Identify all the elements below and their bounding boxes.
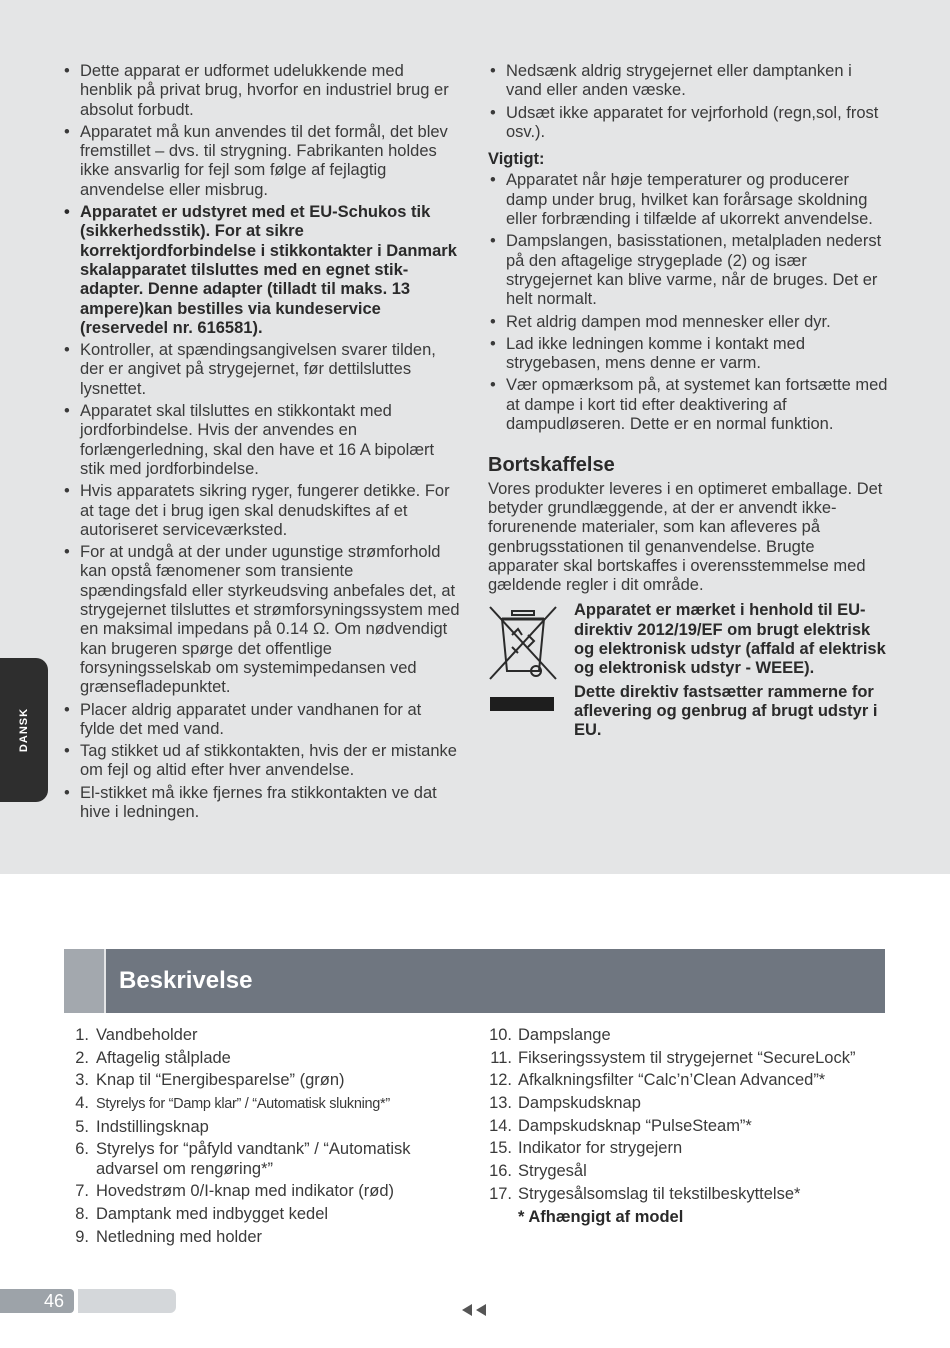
item-text: Knap til “Energibesparelse” (grøn): [96, 1071, 345, 1090]
list-item: • Dette apparat er udformet udelukkende med henblik på privat brug, hvorfor en industriel brug er absolut forbudt.: [62, 62, 460, 120]
item-number: 9.: [75, 1227, 89, 1246]
list-item: • Lad ikke ledningen komme i kontakt med strygebasen, mens denne er varm.: [488, 335, 888, 374]
safety-column-right: [488, 62, 888, 751]
list-item: [62, 1094, 462, 1114]
weee-text-framework: Dette direktiv fastsætter rammerne for aflevering og genbrug af brugt udstyr i EU.: [574, 682, 878, 740]
item-number: 14.: [489, 1116, 512, 1135]
item-number: 1.: [75, 1026, 89, 1044]
list-item: • Apparatet må kun anvendes til det formål, det blev fremstillet – dvs. til strygning. Fabrikanten holdes ikke ansvarlig for fejl som følge af fejlagtig anvendelse eller misbrug.: [62, 123, 460, 200]
item-number: 3.: [75, 1071, 89, 1090]
vigtigt-heading: Vigtigt:: [488, 150, 545, 169]
item-number: 11.: [490, 1048, 512, 1067]
crossed-bin-icon: [488, 605, 558, 713]
item-text: Styrelys for “Damp klar” / “Automatisk slukning*”: [96, 1096, 390, 1113]
safety-list-right: [488, 62, 888, 142]
list-item: • Ret aldrig dampen mod mennesker eller dyr.: [488, 313, 888, 332]
bortskaffelse-heading: Bortskaffelse: [488, 454, 615, 477]
weee-text: [574, 601, 890, 744]
item-text: Damptank med indbygget kedel: [96, 1205, 329, 1224]
list-item: [62, 1228, 462, 1247]
item-text: Dampslange: [518, 1026, 611, 1044]
item-number: 13.: [489, 1094, 512, 1113]
item-number: 7.: [75, 1182, 89, 1201]
list-item: • Apparatet er udstyret med et EU-Schukos tik (sikkerhedsstik). For at sikre korrektjordforbindelse i stikkontakter i Danmark skalapparatet tilsluttes med en egnet stik-adapter. Denne adapter (tilladt til maks. 13 ampere)kan bestilles via kundeservice (reservedel nr. 616581).: [62, 203, 460, 338]
model-footnote: * Afhængigt af model: [518, 1207, 684, 1226]
list-item: [486, 1185, 896, 1204]
item-text: Aftagelig stålplade: [96, 1048, 231, 1067]
list-item: • Dampslangen, basisstationen, metalpladen nederst på den aftagelige strygeplade (2) og især strygejernet kan blive varme, når de bruges. Det er helt normalt.: [488, 232, 888, 309]
list-item: • Apparatet når høje temperaturer og producerer damp under brug, hvilket kan forårsage skoldning eller forbrænding i tilfælde af ukorrekt anvendelse.: [488, 171, 888, 229]
list-item: [486, 1117, 896, 1136]
vigtigt-list: [488, 171, 888, 434]
item-number: 16.: [489, 1162, 512, 1181]
item-number: 4.: [75, 1094, 89, 1113]
list-item: • Kontroller, at spændingsangivelsen svarer tilden, der er angivet på strygejernet, før dettilsluttes lysnettet.: [62, 341, 460, 399]
bortskaffelse-paragraph: Vores produkter leveres i en optimeret emballage. Det betyder grundlæggende, at der er anvendt ikke-forurenende materialer, som kan afleveres på genbrugsstationen til genanvendelse. Brugte apparater skal bortskaffes i overensstemmelse med gældende regler i dit område.: [488, 479, 883, 595]
beskrivelse-title: Beskrivelse: [119, 967, 253, 994]
list-item: [62, 1071, 462, 1090]
item-text: Dampskudsknap: [518, 1094, 641, 1113]
previous-page-icon[interactable]: [460, 1302, 488, 1318]
list-item: [486, 1049, 896, 1068]
list-item: • Placer aldrig apparatet under vandhanen for at fylde det med vand.: [62, 701, 460, 740]
item-number: 6.: [75, 1140, 89, 1159]
item-number: 17.: [489, 1184, 512, 1203]
item-text: Vandbeholder: [96, 1026, 198, 1044]
item-number: 8.: [75, 1205, 89, 1224]
header-accent-strip: [64, 949, 104, 1013]
item-number: 12.: [489, 1071, 512, 1090]
safety-list-left: [62, 62, 460, 822]
list-item: • Tag stikket ud af stikkontakten, hvis der er mistanke om fejl og altid efter hver anvendelse.: [62, 742, 460, 781]
list-item: [486, 1162, 896, 1181]
list-item: • Hvis apparatets sikring ryger, fungerer detikke. For at tage det i brug igen skal denudskiftes af et autoriseret serviceværksted.: [62, 482, 460, 540]
item-number: 10.: [489, 1026, 512, 1044]
list-item: [62, 1205, 462, 1224]
item-text: Strygesål: [518, 1162, 587, 1181]
list-item: • Udsæt ikke apparatet for vejrforhold (regn,sol, frost osv.).: [488, 104, 888, 143]
list-item: • Nedsænk aldrig strygejernet eller damptanken i vand eller anden væske.: [488, 62, 888, 101]
list-item: • For at undgå at der under ugunstige strømforhold kan opstå fænomener som transiente spændingsfald eller styrkeudsving anbefales det, at strygejernet tilsluttes et strømforsyningssystem med en maksimal impedans på 0.14 Ω. Om nødvendigt kan brugeren spørge det offentlige forsyningsselskab om systemimpedansen ved grænsefladepunktet.: [62, 543, 460, 697]
list-item: [486, 1026, 896, 1045]
list-item: [62, 1026, 462, 1045]
item-number: 5.: [75, 1117, 89, 1136]
header-divider: [104, 949, 106, 1013]
item-number: 2.: [75, 1048, 89, 1067]
parts-list-right: [486, 1026, 896, 1230]
item-text: Indstillingsknap: [96, 1117, 209, 1136]
list-item: [486, 1094, 896, 1113]
page-bar: [78, 1289, 176, 1313]
list-item: [62, 1182, 462, 1201]
parts-list-left: [62, 1026, 462, 1250]
list-item: [486, 1071, 896, 1090]
language-tab-label: DANSK: [18, 707, 30, 753]
item-text: Strygesålsomslag til tekstilbeskyttelse*: [518, 1184, 801, 1203]
item-text: Hovedstrøm 0/I-knap med indikator (rød): [96, 1182, 395, 1201]
list-item: [62, 1049, 462, 1068]
item-text: Dampskudsknap “PulseSteam”*: [518, 1116, 752, 1135]
beskrivelse-header: [64, 949, 885, 1013]
list-item: [486, 1139, 896, 1158]
safety-column-left: [62, 62, 460, 825]
list-item: • Apparatet skal tilsluttes en stikkontakt med jordforbindelse. Hvis der anvendes en forlængerledning, skal den have et 16 A bipolært stik med jordforbindelse.: [62, 402, 460, 479]
list-item: • Vær opmærksom på, at systemet kan fortsætte med at dampe i kort tid efter deaktivering af dampudløseren. Dette er en normal funktion.: [488, 376, 888, 434]
weee-block: [488, 601, 888, 751]
language-tab: [0, 658, 48, 802]
weee-text-directive: Apparatet er mærket i henhold til EU-direktiv 2012/19/EF om brugt elektrisk og elektronisk udstyr (affald af elektrisk og elektronisk udstyr - WEEE).: [574, 601, 886, 678]
item-number: 15.: [489, 1139, 512, 1158]
list-item: [62, 1140, 462, 1179]
item-text: Indikator for strygejern: [518, 1139, 683, 1158]
item-text: Afkalkningsfilter “Calc’n’Clean Advanced”*: [518, 1071, 826, 1090]
list-item: • El-stikket må ikke fjernes fra stikkontakten ve dat hive i ledningen.: [62, 784, 460, 823]
item-text: Fikseringssystem til strygejernet “SecureLock”: [518, 1048, 856, 1067]
list-item: [62, 1118, 462, 1137]
item-text: Netledning med holder: [96, 1227, 263, 1246]
page-number: 46: [0, 1289, 74, 1313]
item-text: Styrelys for “påfyld vandtank” / “Automatisk advarsel om rengøring*”: [96, 1140, 411, 1178]
